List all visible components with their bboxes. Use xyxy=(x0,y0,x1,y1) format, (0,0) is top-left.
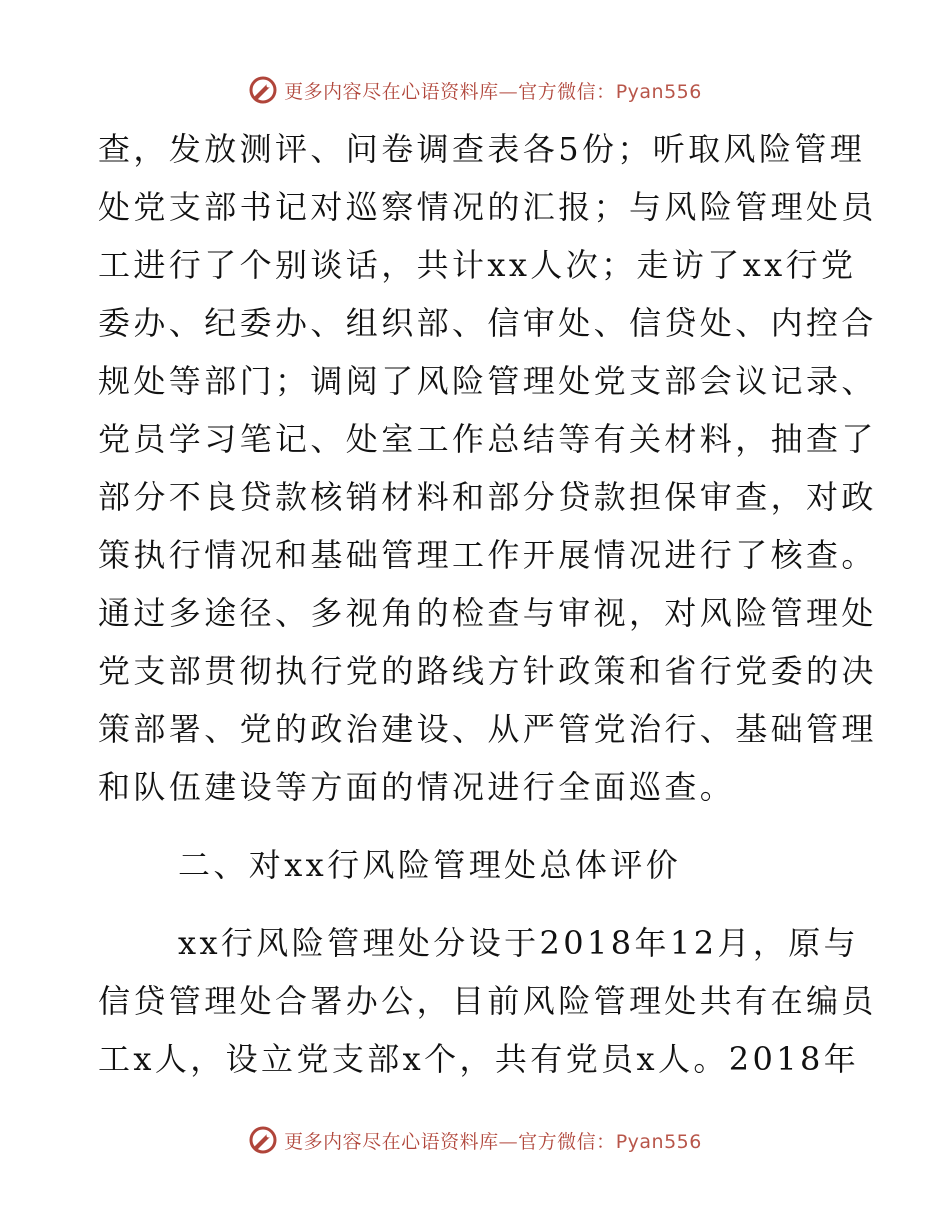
header-banner-text xyxy=(284,77,702,104)
text-line: 党支部贯彻执行党的路线方针政策和省行党委的决 xyxy=(98,652,877,690)
footer-banner xyxy=(0,1120,950,1160)
text-line: 策部署、党的政治建设、从严管党治行、基础管理 xyxy=(98,710,877,748)
text-line: 党员学习笔记、处室工作总结等有关材料，抽查了 xyxy=(98,420,877,458)
text-line: xx行风险管理处分设于2018年12月，原与 xyxy=(178,924,860,962)
text-line: 委办、纪委办、组织部、信审处、信贷处、内控合 xyxy=(98,304,877,342)
section-heading: 二、对xx行风险管理处总体评价 xyxy=(178,846,682,884)
text-line: 工x人，设立党支部x个，共有党员x人。2018年 xyxy=(98,1040,860,1078)
pen-logo-icon xyxy=(248,75,278,105)
paragraph-1 xyxy=(98,120,877,816)
pen-logo-icon xyxy=(248,1125,278,1155)
footer-banner-text xyxy=(284,1127,702,1154)
document-body xyxy=(98,120,877,1088)
text-line: 策执行情况和基础管理工作开展情况进行了核查。 xyxy=(98,536,877,574)
header-banner-official: 官方微信： xyxy=(518,80,616,103)
footer-banner-official: 官方微信： xyxy=(518,1130,616,1153)
header-banner-title: 更多内容尽在心语资料库 xyxy=(284,80,499,103)
text-line: 查，发放测评、问卷调查表各5份；听取风险管理 xyxy=(98,130,866,168)
paragraph-2 xyxy=(98,914,877,1088)
footer-banner-title: 更多内容尽在心语资料库 xyxy=(284,1130,499,1153)
header-banner xyxy=(0,70,950,110)
text-line: 部分不良贷款核销材料和部分贷款担保审查，对政 xyxy=(98,478,877,516)
footer-banner-separator: — xyxy=(498,1130,519,1153)
text-line: 处党支部书记对巡察情况的汇报；与风险管理处员 xyxy=(98,188,877,226)
header-banner-handle: Pyan556 xyxy=(615,80,702,103)
footer-banner-handle: Pyan556 xyxy=(615,1130,702,1153)
text-line: 工进行了个别谈话，共计xx人次；走访了xx行党 xyxy=(98,246,857,284)
text-line: 规处等部门；调阅了风险管理处党支部会议记录、 xyxy=(98,362,877,400)
text-line: 和队伍建设等方面的情况进行全面巡查。 xyxy=(98,768,736,806)
text-line: 通过多途径、多视角的检查与审视，对风险管理处 xyxy=(98,594,877,632)
header-banner-separator: — xyxy=(498,80,519,103)
text-line: 信贷管理处合署办公，目前风险管理处共有在编员 xyxy=(98,982,877,1020)
